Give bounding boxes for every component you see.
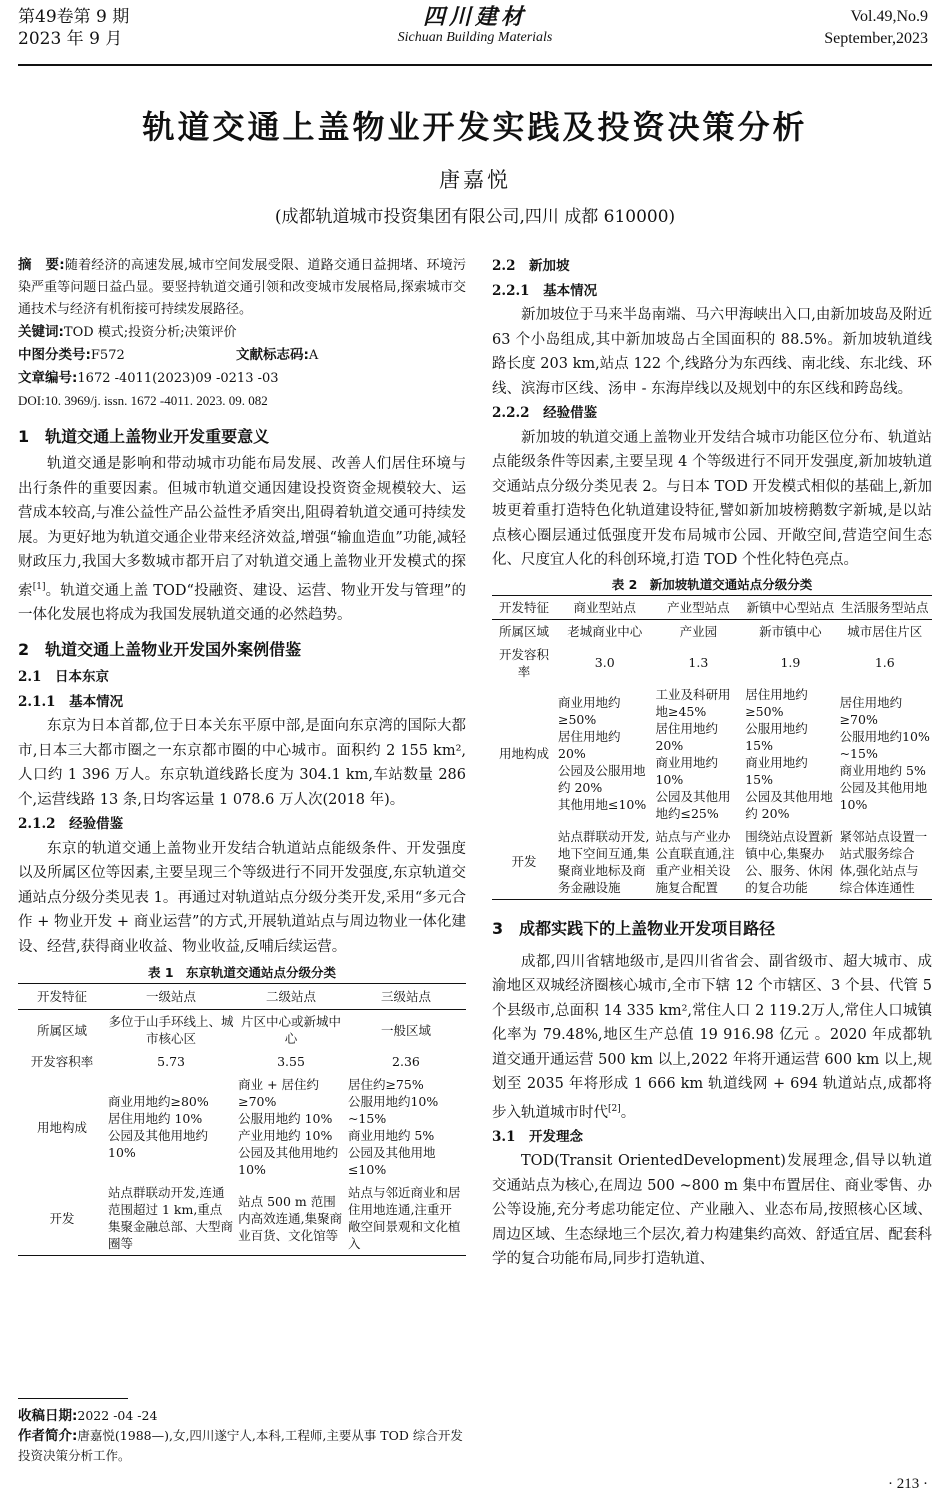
table-2-header: 商业型站点: [573, 599, 636, 615]
chengdu-text-end: 。: [620, 1104, 636, 1121]
table2-cell: 城市居住片区: [847, 623, 923, 639]
table2-cell: 站点与产业办公直联直通,注重产业相关设施复合配置: [655, 828, 735, 895]
doccode-label: 文献标志码:: [236, 347, 309, 363]
table2-row: [492, 619, 932, 643]
table2-row-label: 开发容积率: [498, 646, 549, 679]
table-2-body: [492, 619, 932, 899]
received-label: 收稿日期:: [18, 1408, 78, 1424]
table1-row: [18, 1010, 466, 1051]
table2-row: [492, 683, 932, 825]
paper-title: 轨道交通上盖物业开发实践及投资决策分析: [142, 108, 808, 146]
table2-cell: 3.0: [594, 655, 615, 670]
page-number: · 213 ·: [888, 1476, 928, 1492]
table-2-caption: 表 2 新加坡轨道交通站点分级分类: [611, 576, 813, 592]
table-2: [492, 595, 932, 900]
table-1-header: 开发特征: [36, 989, 87, 1005]
table1-cell: 一般区域: [380, 1022, 431, 1038]
date-en: September,2023: [824, 30, 928, 47]
received-date-line: [18, 1406, 466, 1426]
table-1-header: 三级站点: [380, 989, 431, 1005]
received-date: 2022 -04 -24: [77, 1408, 158, 1423]
footnote: [18, 1406, 466, 1465]
singapore-basic-paragraph: 新加坡位于马来半岛南端、马六甲海峡出入口,由新加坡岛及附近 63 个小岛组成,其中新加坡岛占全国面积的 88.5%。新加坡轨道线路长度 203 km,站点 122 个,线路分为东西线、南北线、东北线、环线、滨海市区线、汤申 - 东海岸线以及规划中的东区线和跨岛线。: [492, 307, 932, 397]
table2-row-label: 用地构成: [498, 746, 549, 761]
table2-cell: 商业用地约≥50% 居住用地约 20% 公园及公服用地约 20% 其他用地≤10%: [558, 695, 647, 812]
abstract: [18, 254, 466, 321]
section-1-text: 轨道交通是影响和带动城市功能布局发展、改善人们居住环境与出行条件的重要因素。但城市轨道交通因建设投资资金规模较大、运营成本较高,与准公益性产品公益性矛盾突出,阻碍着轨道交通可持续发展。为更好地为轨道交通企业带来经济效益,增强“输血造血”功能,减轻财政压力,我国大多数城市都开启了对轨道交通上盖物业开发模式的探索: [18, 456, 466, 599]
singapore-experience-paragraph: 新加坡的轨道交通上盖物业开发结合城市功能区位分布、轨道站点能级条件等因素,主要呈现 4 个等级进行不同开发强度,新加坡轨道交通站点分级分类见表 2。与日本 TOD 开发模式相似的基础上,新加坡更着重打造特色化轨道建设特征,譬如新加坡榜鹅数字新城,是以站点核心圈层通过低强度开发布局城市公园、开敞空间,营造空间生态化、尺度宜人化的科创环境,打造 TOD 个性化特色亮点。: [492, 429, 932, 568]
author-bio: 唐嘉悦(1988—),女,四川遂宁人,本科,工程师,主要从事 TOD 综合开发投资决策分析工作。: [18, 1428, 463, 1463]
table1-row: [18, 1181, 466, 1256]
table1-row-label: 开发容积率: [30, 1054, 94, 1070]
table1-row-label: 开发: [49, 1210, 75, 1226]
left-column: [18, 254, 466, 1256]
table1-cell: 站点群联动开发,连通范围超过 1 km,重点集聚金融总部、大型商圈等: [108, 1185, 234, 1252]
subsection-2-1: 2.1 日本东京: [18, 669, 109, 686]
article-no-label: 文章编号:: [18, 370, 78, 386]
citation-1[interactable]: [1]: [32, 581, 46, 592]
table2-cell: 1.9: [780, 655, 801, 670]
subsection-2-2-1: 2.2.1 基本情况: [492, 282, 598, 299]
author-bio-line: [18, 1426, 466, 1465]
table-2-header: 新镇中心型站点: [746, 599, 835, 615]
volume-issue-cn: 第49卷第 9 期: [18, 7, 130, 27]
table1-cell: 站点与邻近商业和居住用地连通,注重开敞空间景观和文化植入: [347, 1185, 461, 1252]
table-1-header: 一级站点: [146, 989, 197, 1005]
development-concept-paragraph: TOD(Transit OrientedDevelopment)发展理念,倡导以轨道交通站点为核心,在周边 500 ~800 m 集中布置居住、商业零售、办公等设施,充分考虑功能定位、产业融入、业态布局,按照核心区域、周边区域、生态绿地三个层次,着力构建集约高效、舒适宜居、配套科学的复合功能布局,同步打造轨道、: [492, 1153, 932, 1268]
chengdu-paragraph: [492, 950, 932, 1125]
table1-row-label: 用地构成: [36, 1119, 87, 1135]
table1-cell: 3.55: [277, 1054, 305, 1070]
table2-cell: 紧邻站点设置一站式服务综合体,强化站点与综合体连通性: [839, 828, 928, 895]
date-cn: 2023 年 9 月: [18, 29, 123, 49]
table-1-body: [18, 1010, 466, 1256]
keywords-label: 关键词:: [18, 324, 64, 340]
table1-cell: 片区中心或新城中心: [241, 1014, 342, 1047]
table-1-header-row: [18, 984, 466, 1010]
journal-masthead: [0, 4, 950, 46]
table2-cell: 1.6: [874, 655, 895, 670]
bio-label: 作者简介:: [18, 1428, 78, 1444]
right-column: [492, 254, 932, 1272]
clc-code: F572: [90, 348, 125, 363]
table1-cell: 商业用地约≥80% 居住用地约 10% 公园及其他用地约 10%: [108, 1094, 209, 1161]
tokyo-basic-paragraph: 东京为日本首都,位于日本关东平原中部,是面向东京湾的国际大都市,日本三大都市圈之一东京都市圈的中心城市。面积约 2 155 km²,人口约 1 396 万人。东京轨道线路长度为 304.1 km,车站数量 286 个,运营线路 13 条,日均客运量 1 078.6 万人次(2018 年)。: [18, 718, 466, 808]
journal-logo: 四川建材: [422, 4, 527, 30]
header-rule: [18, 64, 932, 66]
footnote-rule: [18, 1398, 128, 1399]
table1-row-label: 所属区域: [36, 1022, 87, 1038]
subsection-2-1-1: 2.1.1 基本情况: [18, 693, 124, 710]
table2-cell: 产业园: [679, 623, 718, 639]
table-1: [18, 983, 466, 1256]
article-no: 1672 -4011(2023)09 -0213 -03: [77, 371, 279, 386]
table1-cell: 多位于山手环线上、城市核心区: [108, 1014, 234, 1047]
journal-name-en: Sichuan Building Materials: [397, 30, 553, 45]
table2-cell: 工业及科研用地≥45% 居住用地约 20% 商业用地约 10% 公园及其他用地约≤25%: [655, 686, 731, 821]
table1-cell: 居住约≥75% 公服用地约10% ~15% 商业用地约 5% 公园及其他用地≤10%: [347, 1077, 439, 1178]
section-1-title: 1 轨道交通上盖物业开发重要意义: [18, 427, 270, 446]
subsection-2-1-2: 2.1.2 经验借鉴: [18, 816, 124, 833]
section-2-title: 2 轨道交通上盖物业开发国外案例借鉴: [18, 640, 302, 660]
article-number-line: [18, 367, 466, 390]
table-2-header: 生活服务型站点: [841, 599, 929, 615]
table2-cell: 1.3: [688, 655, 709, 670]
table1-row: [18, 1050, 466, 1073]
table-1-header: 二级站点: [266, 989, 317, 1005]
volume-issue-en: Vol.49,No.9: [850, 8, 928, 25]
keywords: TOD 模式;投资分析;决策评价: [63, 325, 237, 340]
table-2-header: 产业型站点: [667, 599, 730, 615]
section-3-title: 3 成都实践下的上盖物业开发项目路径: [492, 918, 776, 938]
table-1-caption: 表 1 东京轨道交通站点分级分类: [147, 965, 337, 981]
table1-cell: 5.73: [157, 1054, 185, 1070]
table2-cell: 围绕站点设置新镇中心,集聚办公、服务、休闲的复合功能: [745, 828, 833, 895]
table-2-header-row: [492, 595, 932, 619]
section-1-paragraph: [18, 452, 466, 627]
table2-cell: 居住用地约≥50% 公服用地约 15% 商业用地约 15% 公园及其他用地约 20%: [745, 686, 833, 821]
doccode: A: [308, 348, 319, 363]
table2-row: [492, 643, 932, 683]
header-volume-en: [824, 6, 928, 50]
table2-cell: 新市镇中心: [759, 623, 822, 639]
doi: DOI:10. 3969/j. issn. 1672 -4011. 2023. 09. 082: [18, 393, 268, 408]
table2-cell: 站点群联动开发,地下空间互通,集聚商业地标及商务金融设施: [558, 828, 650, 895]
chengdu-text: 成都,四川省辖地级市,是四川省省会、副省级市、超大城市、成渝地区双城经济圈核心城市,全市下辖 12 个市辖区、3 个县、代管 5 个县级市,总面积 14 335 km²,常住人口 2 119.2万人,常住人口城镇化率为 79.48%,地区生产总值 19 916.98 亿元 。2020 年成都轨道交通开通运营 500 km 以上,2022 年将开通运营 600 km 以上,规划至 2035 年将形成 1 666 km 轨道线网 + 694 轨道站点,成都将步入轨道城市时代: [492, 953, 932, 1121]
abstract-label: 摘 要:: [18, 257, 65, 273]
table-2-header: 开发特征: [498, 599, 549, 615]
classification-line: [18, 344, 466, 367]
table1-cell: 站点 500 m 范围内高效连通,集聚商业百货、文化馆等: [238, 1193, 343, 1243]
table1-cell: 商业 + 居住约≥70% 公服用地约 10% 产业用地约 10% 公园及其他用地约 10%: [238, 1077, 339, 1178]
citation-2[interactable]: [2]: [608, 1103, 621, 1114]
table2-cell: 老城商业中心: [567, 623, 643, 639]
section-1-text-end: 。轨道交通上盖 TOD“投融资、建设、运营、物业开发与管理”的一体化发展也将成为我国发展轨道交通的必然趋势。: [18, 582, 467, 623]
keywords-line: [18, 321, 466, 344]
table1-cell: 2.36: [392, 1054, 420, 1070]
table2-row: [492, 825, 932, 900]
author: 唐嘉悦: [439, 168, 511, 192]
table2-cell: 居住用地约≥70% 公服用地约10% ~15% 商业用地约 5% 公园及其他用地 10%: [839, 695, 930, 812]
table2-row-label: 开发: [511, 854, 537, 869]
clc-label: 中图分类号:: [18, 347, 91, 363]
tokyo-experience-paragraph: 东京的轨道交通上盖物业开发结合轨道站点能级条件、开发强度以及所属区位等因素,主要呈现三个等级进行不同开发强度,东京轨道交通站点分级分类见表 1。再通过对轨道站点分级分类开发,采用“多元合作 + 物业开发 + 商业运营”的方式,开展轨道站点与周边物业一体化建设、经营,获得商业收益、物业收益,反哺后续运营。: [18, 840, 466, 955]
subsection-2-2: 2.2 新加坡: [492, 258, 570, 274]
affiliation: (成都轨道城市投资集团有限公司,四川 成都 610000): [274, 207, 676, 227]
abstract-text: 随着经济的高速发展,城市空间发展受限、道路交通日益拥堵、环境污染严重等问题日益凸显。要竖持轨道交通引领和改变城市发展格局,探索城市交通技术与经济有机衔接可持续发展路径。: [18, 258, 466, 317]
table1-row: [18, 1073, 466, 1181]
subsection-3-1: 3.1 开发理念: [492, 1128, 583, 1145]
subsection-2-2-2: 2.2.2 经验借鉴: [492, 405, 598, 421]
table2-row-label: 所属区域: [498, 623, 549, 639]
